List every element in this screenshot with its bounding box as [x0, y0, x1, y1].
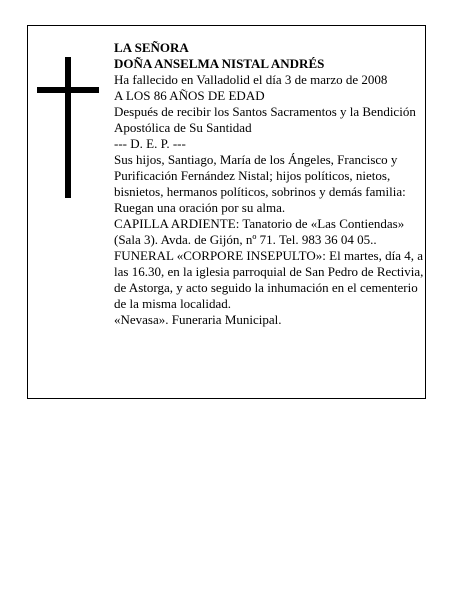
deceased-name: DOÑA ANSELMA NISTAL ANDRÉS	[114, 56, 325, 71]
latin-cross-icon	[37, 57, 99, 198]
rip-line: --- D. E. P. ---	[114, 136, 186, 151]
family-line: Sus hijos, Santiago, María de los Ángeles, Francisco y Purificación Fernández Nistal; hijos políticos, nietos, bisnietos, hermanos políticos, sobrinos y demás familia:	[114, 152, 406, 199]
death-line: Ha fallecido en Valladolid el día 3 de marzo de 2008	[114, 72, 388, 87]
funeral-line: FUNERAL «CORPORE INSEPULTO»: El martes, día 4, a las 16.30, en la iglesia parroquial de San Pedro de Rectivia, de Astorga, y acto seguido la inhumación en el cementerio de la misma localidad.	[114, 248, 424, 311]
age-line: A LOS 86 AÑOS DE EDAD	[114, 88, 265, 103]
notice-text	[114, 40, 424, 328]
funeral-home-line: «Nevasa». Funeraria Municipal.	[114, 312, 282, 327]
prayer-line: Ruegan una oración por su alma.	[114, 200, 286, 215]
sacraments-line: Después de recibir los Santos Sacramentos y la Bendición Apostólica de Su Santidad	[114, 104, 416, 135]
cross-vertical-bar	[65, 57, 71, 198]
obituary-notice	[27, 25, 426, 399]
chapel-line: CAPILLA ARDIENTE: Tanatorio de «Las Contiendas» (Sala 3). Avda. de Gijón, nº 71. Tel. 983 36 04 05..	[114, 216, 405, 247]
cross-horizontal-bar	[37, 87, 99, 93]
notice-title: LA SEÑORA	[114, 40, 189, 55]
